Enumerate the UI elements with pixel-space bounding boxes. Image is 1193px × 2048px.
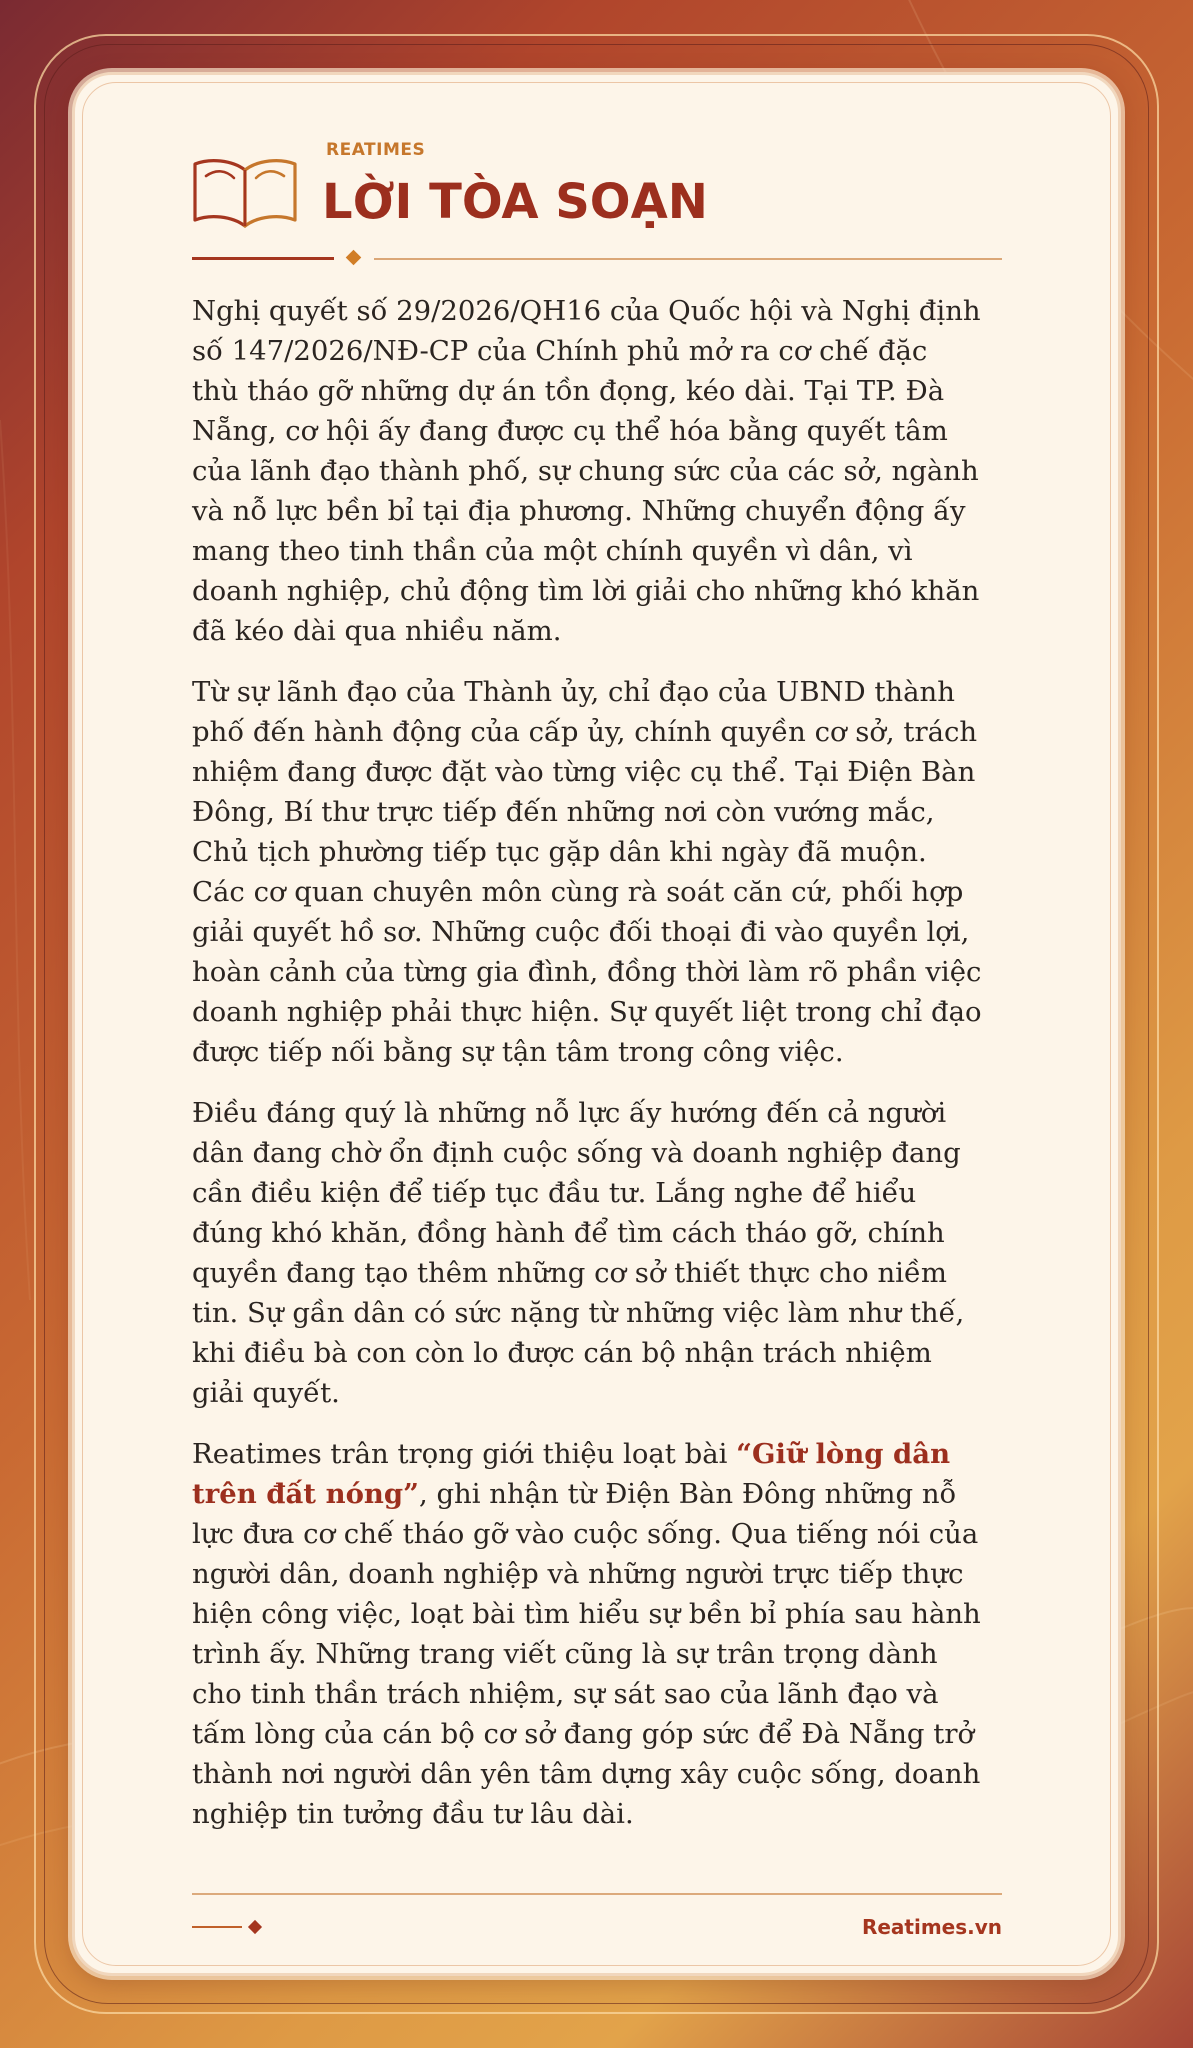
text-line: giải quyết hồ sơ. Những cuộc đối thoại đi vào quyền lợi, <box>192 916 970 948</box>
text-line: đúng khó khăn, đồng hành để tìm cách tháo gỡ, chính <box>192 1217 945 1249</box>
text-line: số 147/2026/NĐ-CP của Chính phủ mở ra cơ chế đặc <box>192 335 928 367</box>
paragraph-1 <box>192 291 1022 651</box>
open-book-icon <box>192 154 298 234</box>
footer-site-link[interactable]: Reatimes.vn <box>861 1915 1002 1939</box>
text-line: nghiệp tin tưởng đầu tư lâu dài. <box>192 1798 634 1830</box>
text-line <box>192 1474 1022 1514</box>
text-line: thù tháo gỡ những dự án tồn đọng, kéo dài. Tại TP. Đà <box>192 375 945 407</box>
text-line: giải quyết. <box>192 1377 340 1409</box>
intro-prefix: Reatimes trân trọng giới thiệu loạt bài <box>192 1438 737 1470</box>
text-line: đã kéo dài qua nhiều năm. <box>192 615 562 647</box>
series-title-part-2: trên đất nóng” <box>192 1478 419 1510</box>
paragraph-3 <box>192 1093 1022 1413</box>
text-line: Nẵng, cơ hội ấy đang được cụ thể hóa bằng quyết tâm <box>192 415 948 447</box>
text-line: của lãnh đạo thành phố, sự chung sức của các sở, ngành <box>192 455 979 487</box>
text-line: Chủ tịch phường tiếp tục gặp dân khi ngày đã muộn. <box>192 836 927 868</box>
text-line: thành nơi người dân yên tâm dựng xây cuộc sống, doanh <box>192 1758 981 1790</box>
footer-ornament <box>192 1917 262 1937</box>
text-line: Nghị quyết số 29/2026/QH16 của Quốc hội và Nghị định <box>192 295 981 327</box>
paragraph-4-series-intro <box>192 1434 1022 1834</box>
series-title-part-1: “Giữ lòng dân <box>736 1438 951 1470</box>
page-title: LỜI TÒA SOẠN <box>322 174 708 230</box>
text-line: khi điều bà con còn lo được cán bộ nhận trách nhiệm <box>192 1337 932 1369</box>
text-line: doanh nghiệp, chủ động tìm lời giải cho những khó khăn <box>192 575 980 607</box>
text-line: Điều đáng quý là những nỗ lực ấy hướng đến cả người <box>192 1097 947 1129</box>
header-divider <box>192 248 1002 268</box>
footer-diamond-icon <box>248 1920 262 1934</box>
text-line: và nỗ lực bền bỉ tại địa phương. Những chuyển động ấy <box>192 495 966 527</box>
text-line: cần điều kiện để tiếp tục đầu tư. Lắng nghe để hiểu <box>192 1177 917 1209</box>
text-line: Đông, Bí thư trực tiếp đến những nơi còn vướng mắc, <box>192 796 935 828</box>
footer-accent-line <box>192 1926 242 1928</box>
paragraph-2 <box>192 672 1022 1072</box>
footer-divider <box>192 1893 1002 1895</box>
text-line: hiện công việc, loạt bài tìm hiểu sự bền bỉ phía sau hành <box>192 1598 981 1630</box>
intro-suffix: , ghi nhận từ Điện Bàn Đông những nỗ <box>418 1478 957 1510</box>
text-line: doanh nghiệp phải thực hiện. Sự quyết liệt trong chỉ đạo <box>192 996 982 1028</box>
text-line: phố đến hành động của cấp ủy, chính quyền cơ sở, trách <box>192 716 978 748</box>
text-line: lực đưa cơ chế tháo gỡ vào cuộc sống. Qua tiếng nói của <box>192 1518 979 1550</box>
text-line: tin. Sự gần dân có sức nặng từ những việc làm như thế, <box>192 1297 965 1329</box>
divider-diamond-icon <box>346 250 362 266</box>
editorial-body <box>192 291 1022 1855</box>
text-line: được tiếp nối bằng sự tận tâm trong công việc. <box>192 1036 844 1068</box>
text-line: trình ấy. Những trang viết cũng là sự trân trọng dành <box>192 1638 938 1670</box>
text-line: mang theo tinh thần của một chính quyền vì dân, vì <box>192 535 913 567</box>
text-line: Các cơ quan chuyên môn cùng rà soát căn cứ, phối hợp <box>192 876 964 908</box>
divider-accent-line <box>192 257 334 260</box>
text-line: dân đang chờ ổn định cuộc sống và doanh nghiệp đang <box>192 1137 961 1169</box>
text-line: người dân, doanh nghiệp và những người trực tiếp thực <box>192 1558 964 1590</box>
editorial-header <box>192 140 1002 265</box>
publication-kicker: REATIMES <box>326 140 426 160</box>
text-line: tấm lòng của cán bộ cơ sở đang góp sức để Đà Nẵng trở <box>192 1718 975 1750</box>
text-line: hoàn cảnh của từng gia đình, đồng thời làm rõ phần việc <box>192 956 982 988</box>
divider-thin-line <box>374 258 1002 260</box>
text-line: quyền đang tạo thêm những cơ sở thiết thực cho niềm <box>192 1257 947 1289</box>
text-line: Từ sự lãnh đạo của Thành ủy, chỉ đạo của UBND thành <box>192 676 955 708</box>
text-line: nhiệm đang được đặt vào từng việc cụ thể. Tại Điện Bàn <box>192 756 976 788</box>
text-line <box>192 1434 1022 1474</box>
text-line: cho tinh thần trách nhiệm, sự sát sao của lãnh đạo và <box>192 1678 939 1710</box>
